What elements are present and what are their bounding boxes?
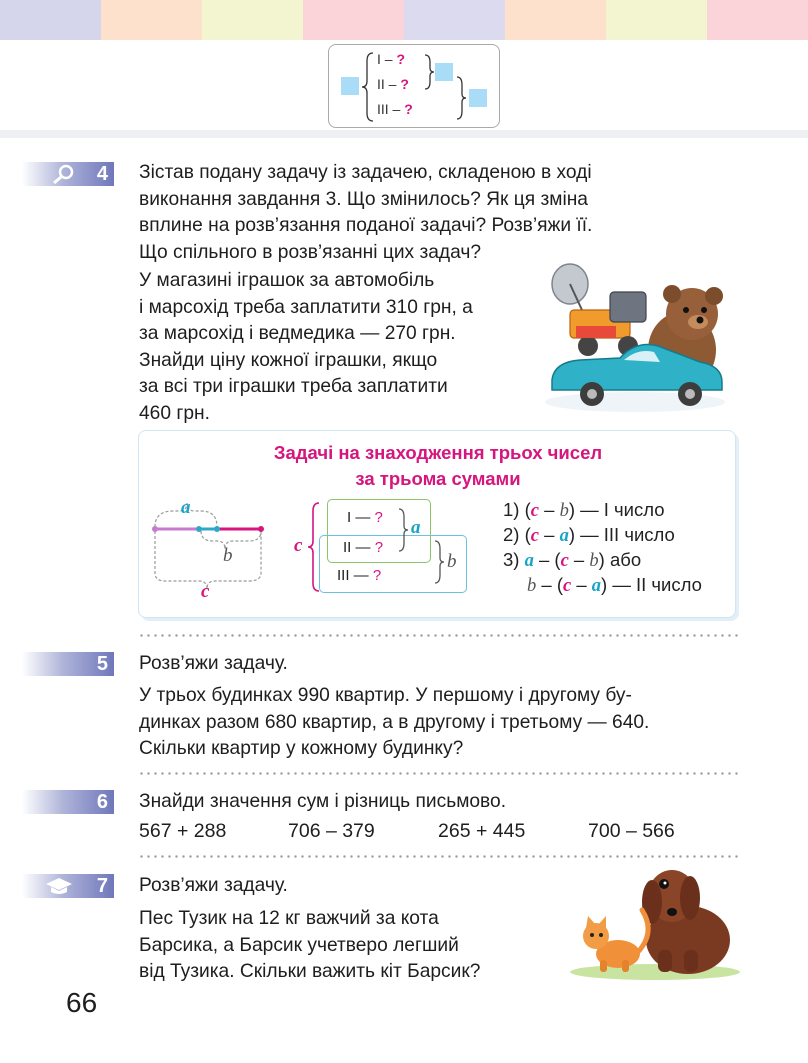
stripe-7: [606, 0, 707, 40]
expression-1: 567 + 288: [139, 820, 227, 842]
task-4-text: [139, 160, 699, 266]
task-7-badge: [22, 874, 114, 898]
answer-square-left: [341, 77, 359, 95]
task-number: 4: [96, 163, 108, 185]
formula-2: 2) (c – a) — III число: [503, 524, 675, 546]
bracket-row-3: III — ?: [337, 567, 382, 584]
scheme-row-1: I – ?: [377, 51, 406, 67]
text-line: Пес Тузик на 12 кг важчий за кота: [139, 908, 439, 929]
header-stripes: [0, 0, 808, 40]
label-c: c: [201, 581, 210, 602]
formula-1: 1) (c – b) — I число: [503, 499, 665, 521]
text-line: Знайди ціну кожної іграшки, якщо: [139, 349, 438, 371]
bracket-label-a: a: [411, 517, 421, 538]
bracket-label-c: c: [294, 535, 303, 556]
stripe-8: [707, 0, 808, 40]
text-line: 460 грн.: [139, 402, 210, 424]
dotted-divider: [138, 772, 738, 775]
left-brace-icon: [361, 51, 375, 123]
task-7-prompt: Розв’яжи задачу.: [139, 875, 288, 896]
magnifier-icon: [50, 164, 78, 184]
toys-illustration: [540, 262, 730, 417]
text-line: У трьох будинках 990 квартир. У першому і другому бу-: [139, 685, 632, 706]
task-5-prompt: Розв’яжи задачу.: [139, 653, 288, 674]
stripe-6: [505, 0, 606, 40]
stripe-5: [404, 0, 505, 40]
text-line: виконання завдання 3. Що змінилось? Як ця зміна: [139, 188, 588, 210]
task-number: 5: [96, 653, 108, 675]
bracket-row-1: I — ?: [347, 509, 383, 526]
formula-4: b – (c – a) — II число: [527, 574, 702, 596]
stripe-4: [303, 0, 404, 40]
rule-title-line-1: Задачі на знаходження трьох чисел: [273, 442, 603, 463]
task-number: 6: [96, 791, 108, 813]
expression-4: 700 – 566: [588, 820, 675, 842]
task-6-badge: [22, 790, 114, 814]
rule-box: [138, 430, 736, 618]
task-5-text: [139, 683, 739, 763]
task-5-badge: [22, 652, 114, 676]
right-brace-icon: [397, 507, 409, 553]
text-line: від Тузика. Скільки важить кіт Барсик?: [139, 961, 481, 982]
label-a: a: [181, 497, 191, 518]
answer-square-mid: [435, 63, 453, 81]
text-line: вплине на розв’язання поданої задачі? Розв’яжи її.: [139, 215, 593, 236]
task-7-text: [139, 906, 532, 986]
label-b: b: [223, 545, 233, 566]
text-line: Скільки квартир у кожному будинку?: [139, 738, 464, 759]
stripe-3: [202, 0, 303, 40]
bracket-row-2: II — ?: [343, 539, 384, 556]
page-number: 66: [66, 987, 98, 1018]
right-brace-icon: [455, 75, 467, 121]
text-line: динках разом 680 квартир, а в другому і третьому — 640.: [139, 711, 650, 733]
stripe-2: [101, 0, 202, 40]
text-line: за всі три іграшки треба заплатити: [139, 376, 448, 397]
task-4-badge: [22, 162, 114, 186]
scheme-box: [328, 44, 500, 128]
dog-and-cat-illustration: [560, 862, 740, 982]
task-4-problem: [139, 268, 513, 427]
right-brace-icon: [433, 539, 445, 585]
text-line: за марсохід і ведмедика — 270 грн.: [139, 323, 456, 344]
task-6-prompt: Знайди значення сум і різниць письмово.: [139, 791, 507, 812]
scheme-row-2: II – ?: [377, 76, 409, 92]
segment-diagram: [149, 497, 279, 607]
answer-square-right: [469, 89, 487, 107]
dotted-divider: [138, 855, 738, 858]
text-line: Барсика, а Барсик учетверо легший: [139, 934, 459, 956]
task-number: 7: [96, 875, 108, 897]
header-divider: [0, 130, 808, 138]
text-line: Зістав подану задачу із задачею, складеною в ході: [139, 162, 592, 183]
right-brace-icon: [423, 53, 435, 91]
formula-3: 3) a – (c – b) або: [503, 549, 642, 571]
text-line: і марсохід треба заплатити 310 грн, а: [139, 296, 473, 318]
expression-3: 265 + 445: [438, 820, 526, 842]
rule-title-line-2: за трьома сумами: [355, 468, 521, 489]
text-line: Що спільного в розв’язанні цих задач?: [139, 241, 482, 263]
stripe-1: [0, 0, 101, 40]
text-line: У магазині іграшок за автомобіль: [139, 270, 435, 291]
bracket-label-b: b: [447, 551, 457, 572]
graduation-cap-icon: [44, 876, 74, 896]
expression-2: 706 – 379: [288, 820, 375, 842]
dotted-divider: [138, 634, 738, 637]
scheme-row-3: III – ?: [377, 101, 413, 117]
